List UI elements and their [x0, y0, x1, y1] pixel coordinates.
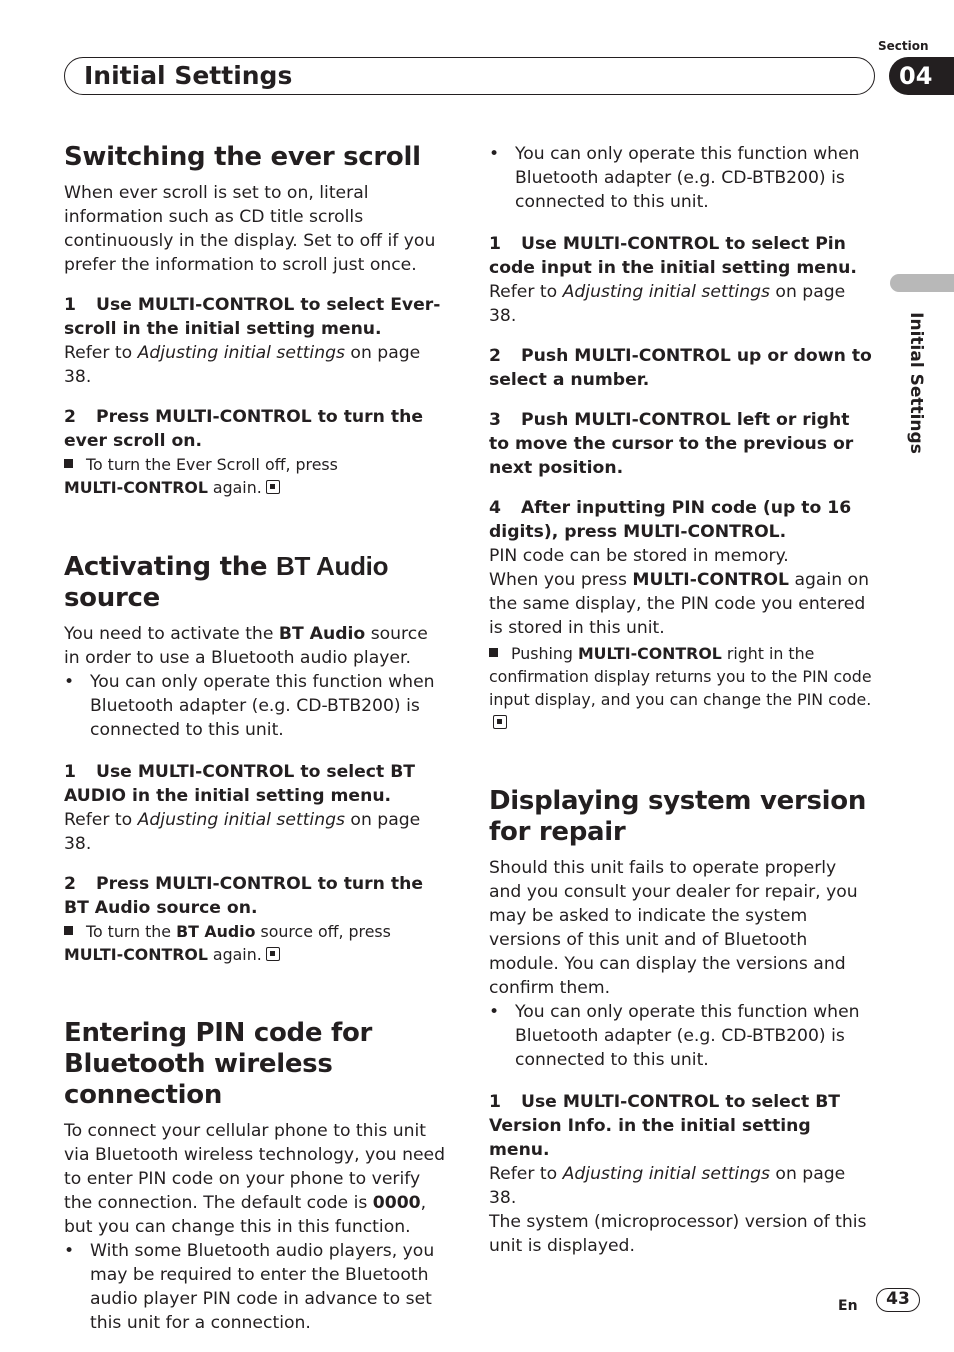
heading-part: BT Audio	[276, 551, 389, 581]
section-label: Section	[878, 39, 929, 53]
side-tab-label: Initial Settings	[906, 312, 926, 454]
ref-link[interactable]: Adjusting initial settings	[562, 282, 770, 302]
page-reference	[64, 808, 448, 856]
step-text: Use MULTI-CONTROL to select Ever-scroll in the initial setting menu.	[64, 295, 441, 339]
side-thumb-tab	[890, 274, 954, 292]
bullet-item: • You can only operate this function when Bluetooth adapter (e.g. CD-BTB200) is connected to this unit.	[489, 1000, 873, 1072]
step-heading	[489, 232, 873, 280]
note-square-icon	[64, 459, 73, 468]
step-text: Use MULTI-CONTROL to select Pin code input in the initial setting menu.	[489, 234, 857, 278]
bullet-item: • You can only operate this function when Bluetooth adapter (e.g. CD-BTB200) is connected to this unit.	[64, 670, 448, 742]
text: When you press	[489, 570, 633, 590]
page-reference	[64, 341, 448, 389]
ref-link[interactable]: Adjusting initial settings	[137, 810, 345, 830]
note-bold-text: MULTI-CONTROL	[64, 478, 208, 497]
page-number: 43	[876, 1288, 920, 1312]
ref-suffix: on page 38.	[489, 282, 846, 326]
left-column	[64, 142, 448, 1335]
note-bold-text: BT Audio	[176, 922, 256, 941]
ref-suffix: on page 38.	[64, 810, 421, 854]
text: To connect your cellular phone to this unit via Bluetooth wireless technology, you need to enter PIN code on your phone to verify the connection. The default code is	[64, 1121, 446, 1213]
step-heading	[489, 1090, 873, 1162]
bold-text: MULTI-CONTROL	[632, 570, 789, 590]
step-heading	[489, 344, 873, 392]
ref-link[interactable]: Adjusting initial settings	[562, 1164, 770, 1184]
page-reference	[489, 280, 873, 328]
ref-suffix: on page 38.	[64, 343, 421, 387]
page-reference	[489, 1162, 873, 1210]
step-text: Push MULTI-CONTROL left or right to move the cursor to the previous or next position.	[489, 410, 854, 478]
note-text: again.	[207, 945, 262, 964]
note-text: again.	[207, 478, 262, 497]
step-text: After inputting PIN code (up to 16 digits), press MULTI-CONTROL.	[489, 498, 852, 542]
step-heading	[489, 496, 873, 544]
step-number: 1	[489, 1092, 501, 1112]
paragraph: When ever scroll is set to on, literal information such as CD title scrolls continuously in the display. Set to off if you prefer the information to scroll just once.	[64, 183, 436, 275]
bold-text: 0000	[372, 1193, 421, 1213]
step-text: Press MULTI-CONTROL to turn the BT Audio source on.	[64, 874, 423, 918]
note-square-icon	[489, 648, 498, 657]
step-heading	[64, 405, 448, 453]
step-number: 4	[489, 498, 501, 518]
paragraph	[489, 568, 873, 640]
right-column	[489, 142, 873, 1258]
step-heading	[64, 293, 448, 341]
ref-link[interactable]: Adjusting initial settings	[137, 343, 345, 363]
section-heading-ever-scroll: Switching the ever scroll	[64, 142, 421, 172]
heading-part: Activating the	[64, 552, 277, 582]
ref-prefix: Refer to	[489, 1164, 563, 1184]
step-text: Use MULTI-CONTROL to select BT AUDIO in the initial setting menu.	[64, 762, 416, 806]
note	[489, 642, 873, 734]
language-code: En	[838, 1298, 858, 1314]
step-number: 2	[489, 346, 501, 366]
paragraph: The system (microprocessor) version of this unit is displayed.	[489, 1212, 867, 1256]
text: again on the same display, the PIN code you entered is stored in this unit.	[489, 570, 869, 638]
paragraph: Should this unit fails to operate properly and you consult your dealer for repair, you may be asked to indicate the system versions of this unit and of Bluetooth module. You can display the versions and confirm them.	[489, 858, 858, 998]
paragraph	[64, 1119, 448, 1239]
section-heading-system-version: Displaying system version for repair	[489, 786, 867, 847]
end-mark-icon	[493, 715, 507, 729]
bullet-item: • With some Bluetooth audio players, you may be required to enter the Bluetooth audio player PIN code in advance to set this unit for a connection.	[64, 1239, 448, 1335]
end-mark-icon	[266, 480, 280, 494]
ref-prefix: Refer to	[64, 810, 138, 830]
step-number: 2	[64, 407, 76, 427]
text: source in order to use a Bluetooth audio player.	[64, 624, 428, 668]
note-text: right in the confirmation display returns you to the PIN code input display, and you can change the PIN code.	[489, 644, 872, 709]
step-number: 3	[489, 410, 501, 430]
section-number-badge: 04	[889, 57, 954, 95]
text: You need to activate the	[64, 624, 279, 644]
end-mark-icon	[266, 947, 280, 961]
bullet-item: • You can only operate this function when Bluetooth adapter (e.g. CD-BTB200) is connected to this unit.	[489, 142, 873, 214]
heading-part: source	[64, 583, 160, 613]
step-text: Press MULTI-CONTROL to turn the ever scroll on.	[64, 407, 423, 451]
step-heading	[64, 760, 448, 808]
paragraph: PIN code can be stored in memory.	[489, 546, 789, 566]
note-text: Pushing	[511, 644, 578, 663]
note-bold-text: MULTI-CONTROL	[64, 945, 208, 964]
bold-text: BT Audio	[278, 624, 366, 644]
note-text: To turn the	[86, 922, 177, 941]
ref-prefix: Refer to	[489, 282, 563, 302]
step-number: 2	[64, 874, 76, 894]
note-text: source off, press	[255, 922, 391, 941]
step-number: 1	[64, 295, 76, 315]
section-heading-pin-code: Entering PIN code for Bluetooth wireless connection	[64, 1018, 373, 1110]
ref-suffix: on page 38.	[489, 1164, 846, 1208]
step-text: Push MULTI-CONTROL up or down to select a number.	[489, 346, 872, 390]
step-heading	[489, 408, 873, 480]
chapter-title: Initial Settings	[84, 61, 293, 90]
note-bold-text: MULTI-CONTROL	[577, 644, 722, 663]
paragraph	[64, 622, 448, 670]
note	[64, 920, 448, 966]
note-text: To turn the Ever Scroll off, press	[86, 455, 338, 474]
step-heading	[64, 872, 448, 920]
step-number: 1	[64, 762, 76, 782]
section-heading-bt-audio	[64, 551, 448, 614]
ref-prefix: Refer to	[64, 343, 138, 363]
note	[64, 453, 448, 499]
text: , but you can change this in this function.	[64, 1193, 427, 1237]
step-number: 1	[489, 234, 501, 254]
step-text: Use MULTI-CONTROL to select BT Version Info. in the initial setting menu.	[489, 1092, 841, 1160]
note-square-icon	[64, 926, 73, 935]
